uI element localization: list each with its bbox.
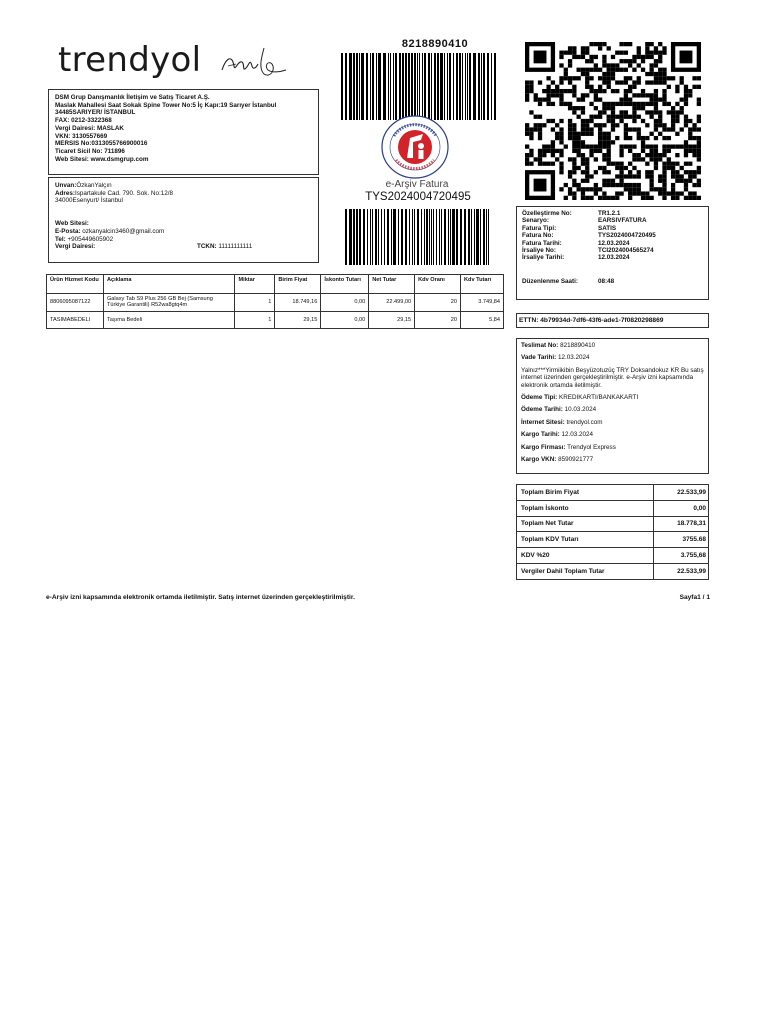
buyer-eposta <box>55 228 312 236</box>
cell-quantity: 1 <box>235 311 275 328</box>
buyer-vd-row <box>55 243 312 251</box>
buyer-eposta-label: E-Posta: <box>55 227 81 235</box>
internet-label: İnternet Sitesi: <box>521 418 565 426</box>
buyer-eposta-value: ozkanyalcin3460@gmail.com <box>82 227 165 235</box>
totals-value: 3755.68 <box>654 532 709 548</box>
kargo-vkn-row <box>521 456 704 463</box>
info-value: EARSIVFATURA <box>598 217 647 225</box>
info-row <box>522 278 656 285</box>
cell-kdv-rate: 20 <box>415 294 461 312</box>
odeme-tarihi-label: Ödeme Tarihi: <box>521 406 563 414</box>
info-row <box>522 254 656 261</box>
info-key: İrsaliye Tarihi: <box>522 254 565 262</box>
info-value: SATIS <box>598 224 617 232</box>
items-table <box>46 274 504 329</box>
col-header: Miktar <box>235 275 275 294</box>
kargo-vkn-value: 8590921777 <box>558 456 594 464</box>
cell-kdv-rate: 20 <box>415 311 461 328</box>
cell-code: 8806095087122 <box>47 294 104 312</box>
totals-row <box>517 500 709 516</box>
internet-row <box>521 419 704 426</box>
info-key: Özelleştirme No: <box>522 210 572 217</box>
buyer-unvan <box>55 182 312 190</box>
table-row <box>47 294 504 312</box>
gib-seal-logo <box>380 114 450 180</box>
col-header: Net Tutar <box>369 275 415 294</box>
invoice-barcode-image <box>344 209 492 265</box>
totals-label: Toplam Net Tutar <box>517 516 654 532</box>
vade-label: Vade Tarihi: <box>521 354 557 362</box>
info-key: Fatura Tarihi: <box>522 239 562 247</box>
cell-unit-price: 29,15 <box>275 311 321 328</box>
col-header: Kdv Oranı <box>415 275 461 294</box>
buyer-adres-label: Adres: <box>55 189 75 197</box>
info-value: TCI2024004565274 <box>598 247 654 255</box>
signature-image <box>218 40 290 84</box>
footer-note: e-Arşiv izni kapsamında elektronik ortamda iletilmiştir. Satış internet üzerinden gerçekleştirilmiştir. <box>46 594 355 601</box>
col-header: Ürün Hizmet Kodu <box>47 275 104 294</box>
odeme-tipi-value: KREDIKARTI/BANKAKARTI <box>559 394 639 402</box>
teslimat-value: 8218890410 <box>560 342 596 349</box>
buyer-tckn-label: TCKN: <box>197 243 217 251</box>
table-row <box>47 311 504 328</box>
seller-line: VKN: 3130557669 <box>55 132 108 140</box>
col-header: İskonto Tutarı <box>321 275 369 294</box>
totals-value: 22.533,99 <box>654 563 709 579</box>
teslimat-label: Teslimat No: <box>521 342 559 349</box>
kargo-vkn-label: Kargo VKN: <box>521 456 557 464</box>
totals-table <box>516 484 709 580</box>
seller-line: 34485SARIYER/ İSTANBUL <box>55 109 136 117</box>
kargo-tarihi-label: Kargo Tarihi: <box>521 431 560 439</box>
kargo-tarihi-value: 12.03.2024 <box>561 431 593 439</box>
seller-info-box <box>48 89 319 175</box>
totals-value: 3.755,68 <box>654 548 709 564</box>
info-row <box>522 240 656 247</box>
odeme-tarihi-value: 10.03.2024 <box>564 406 597 414</box>
buyer-tckn <box>197 243 252 251</box>
kargo-firmasi-row <box>521 444 704 451</box>
ettn: ETTN: 4b79934d-7df6-43f6-ade1-7f0820298869 <box>516 313 709 328</box>
cell-description: Galaxy Tab S9 Plus 256 GB Bej (Samsung Türkiye Garantili) R52wa8gtq4m <box>103 294 235 312</box>
items-header-row <box>47 275 504 294</box>
trendyol-logo: trendyol <box>58 40 202 80</box>
cell-code: TASIMABEDELI <box>47 311 104 328</box>
info-value: 12.03.2024 <box>598 254 630 262</box>
invoice-info-table <box>522 210 656 285</box>
totals-value: 22.533,99 <box>654 485 709 501</box>
totals-value: 0,00 <box>654 500 709 516</box>
vade-value: 12.03.2024 <box>557 354 590 362</box>
buyer-adres-line2: 34000Esenyurt/ İstanbul <box>55 197 123 205</box>
seller-line: DSM Grup Danışmanlık İletişim ve Satış Ticaret A.Ş. <box>55 94 210 101</box>
col-header: Kdv Tutarı <box>461 275 504 294</box>
amount-in-words-note: Yalnız***Yirmiikibin Beşyüzotuzüç TRY Doksandokuz KR Bu satış internet üzerinden gerçekleştirilmiştir. e-Arşiv izni kapsamında elektronik ortamda iletilmiştir. <box>521 366 704 389</box>
kargo-tarihi-row <box>521 431 704 438</box>
buyer-info-box <box>48 177 319 263</box>
buyer-vd-label: Vergi Dairesi: <box>55 243 96 251</box>
kargo-firmasi-value: Trendyol Express <box>567 443 616 451</box>
odeme-tipi-row <box>521 394 704 401</box>
totals-label: Toplam KDV Tutarı <box>517 532 654 548</box>
totals-row <box>517 485 709 501</box>
info-row <box>522 217 656 224</box>
totals-label: Vergiler Dahil Toplam Tutar <box>517 563 654 579</box>
invoice-number: TYS2024004720495 <box>365 191 471 203</box>
earsiv-title: e-Arşiv Fatura <box>385 179 449 190</box>
totals-row <box>517 516 709 532</box>
cell-quantity: 1 <box>235 294 275 312</box>
info-key: Fatura Tipi: <box>522 224 557 232</box>
invoice-info-box <box>516 206 709 300</box>
buyer-adres-value: Ispartakule Cad. 790. Sok. No:12/8 <box>74 189 173 197</box>
totals-label: Toplam Birim Fiyat <box>517 485 654 501</box>
totals-label: Toplam İskonto <box>517 500 654 516</box>
seller-line: Ticaret Sicil No: 711896 <box>55 147 125 155</box>
odeme-tipi-label: Ödeme Tipi: <box>521 394 558 402</box>
page-number: Sayfa1 / 1 <box>679 594 710 601</box>
qr-code-image <box>525 42 701 200</box>
info-row <box>522 225 656 232</box>
info-row <box>522 210 656 217</box>
info-spacer <box>522 262 656 278</box>
totals-label: KDV %20 <box>517 548 654 564</box>
info-key: Senaryo: <box>522 217 549 225</box>
totals-row <box>517 563 709 579</box>
buyer-unvan-label: Unvan: <box>55 182 77 189</box>
buyer-tel-label: Tel: <box>55 235 66 243</box>
info-key: Fatura No: <box>522 232 554 240</box>
info-value: TR1.2.1 <box>598 210 621 217</box>
payment-info-box <box>516 338 709 474</box>
cell-net: 22.499,00 <box>369 294 415 312</box>
totals-row <box>517 548 709 564</box>
col-header: Birim Fiyat <box>275 275 321 294</box>
buyer-tckn-value: 11111111111 <box>218 243 253 251</box>
seller-line: Vergi Dairesi: MASLAK <box>55 124 124 132</box>
info-value: TYS2024004720495 <box>598 232 656 240</box>
cell-net: 29,15 <box>369 311 415 328</box>
seller-line: FAX: 0212-3322368 <box>55 117 112 125</box>
kargo-firmasi-label: Kargo Firması: <box>521 443 566 451</box>
vade-row <box>521 354 704 361</box>
cell-description: Taşıma Bedeli <box>103 311 235 328</box>
totals-value: 18.778,31 <box>654 516 709 532</box>
seller-line: Maslak Mahallesi Saat Sokak Spine Tower No:5 İç Kapı:19 Sarıyer İstanbul <box>55 101 277 109</box>
info-value: 08:48 <box>598 277 615 285</box>
buyer-unvan-value: ÖzkanYalçın <box>76 182 112 189</box>
info-key: İrsaliye No: <box>522 247 556 255</box>
barcode-number: 8218890410 <box>401 38 469 50</box>
buyer-tel-value: +905449605902 <box>67 235 114 243</box>
cell-unit-price: 18.749,16 <box>275 294 321 312</box>
cell-kdv-amount: 5,84 <box>461 311 504 328</box>
cell-kdv-amount: 3.749,84 <box>461 294 504 312</box>
odeme-tarihi-row <box>521 406 704 413</box>
info-row <box>522 232 656 239</box>
buyer-tel <box>55 236 312 244</box>
cell-discount: 0,00 <box>321 311 369 328</box>
totals-row <box>517 532 709 548</box>
info-value: 12.03.2024 <box>598 239 630 247</box>
info-key: Düzenlenme Saati: <box>522 277 578 285</box>
col-header: Açıklama <box>103 275 235 294</box>
teslimat-row <box>521 342 704 349</box>
internet-value: trendyol.com <box>566 418 603 426</box>
seller-line: MERSIS No:0313055766900016 <box>55 140 148 148</box>
seller-line: Web Sitesi: www.dsmgrup.com <box>55 155 149 163</box>
buyer-web-label: Web Sitesi: <box>55 220 89 228</box>
barcode-image <box>340 53 496 120</box>
cell-discount: 0,00 <box>321 294 369 312</box>
